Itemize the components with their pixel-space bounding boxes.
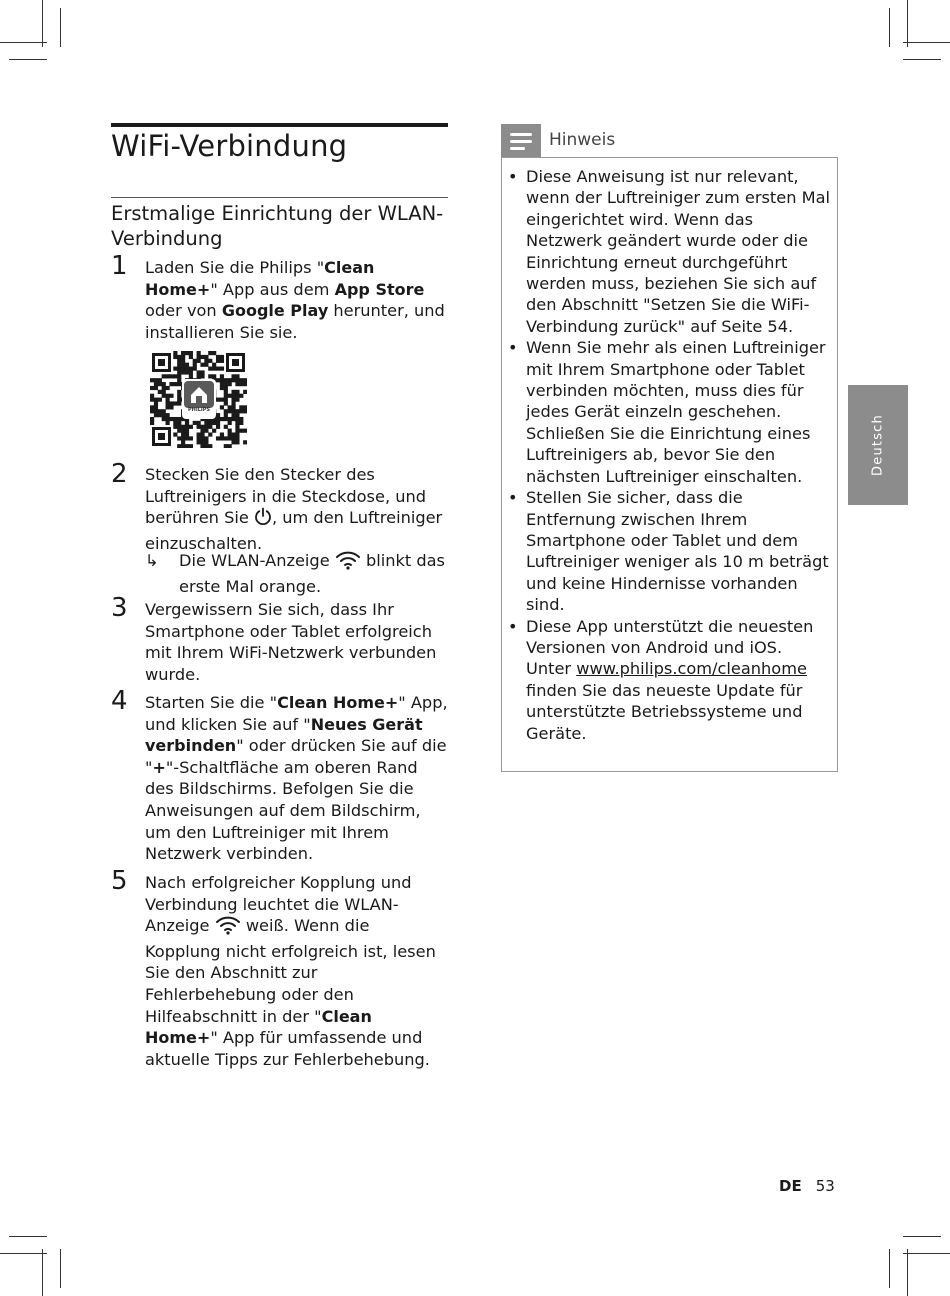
page-title: WiFi-Verbindung [111,129,348,163]
note-label: Hinweis [549,130,616,150]
wifi-icon [215,915,241,941]
crop-mark [903,59,941,60]
qr-code-icon [150,351,247,448]
language-tab [848,385,908,505]
section-rule [111,197,448,198]
step-number: 2 [111,459,128,489]
crop-mark [42,1249,43,1296]
note-list [526,166,831,744]
footer-language: DE [779,1177,802,1195]
step-number: 4 [111,686,128,716]
crop-mark [889,8,890,47]
crop-mark [903,1236,941,1237]
crop-mark [42,0,43,47]
language-tab-label: Deutsch [870,414,886,476]
step-5-text: Nach erfolgreicher Kopplung und Verbindung leuchtet die WLAN-Anzeige weiß. Wenn die Kopplung nicht erfolgreich ist, lesen Sie den Abschnitt zur Fehlerbehebung oder den Hilfeabschnitt in der "Clean Home+" App für umfassende und aktuelle Tipps zur Fehlerbehebung. [145,873,436,1069]
crop-mark [0,1253,47,1254]
page-footer [779,1177,835,1195]
crop-mark [907,0,908,47]
wifi-icon [335,550,361,576]
step-3-text: Vergewissern Sie sich, dass Ihr Smartphone oder Tablet erfolgreich mit Ihrem WiFi-Netzwerk verbunden wurde. [145,600,437,684]
result-text: Die WLAN-Anzeige blinkt das erste Mal orange. [179,551,445,596]
note-item: • Wenn Sie mehr als einen Luftreiniger mit Ihrem Smartphone oder Tablet verbinden möchten, muss dies für jedes Gerät einzeln geschehen. Schließen Sie die Einrichtung eines Luftreinigers ab, bevor Sie den nächsten Luftreiniger einschalten. [526,337,831,487]
lines-icon [501,124,541,158]
cleanhome-link[interactable]: www.philips.com/cleanhome [576,659,807,679]
crop-mark [60,8,61,47]
qr-logo-text: PHILIPS [187,407,211,413]
crop-mark [9,1236,47,1237]
note-item: • Diese Anweisung ist nur relevant, wenn der Luftreiniger zum ersten Mal eingerichtet wird. Wenn das Netzwerk geändert wurde oder die Einrichtung erneut durchgeführt werden muss, beziehen Sie sich auf den Abschnitt "Setzen Sie die WiFi-Verbindung zurück" auf Seite 54. [526,166,831,337]
result-arrow: ↳ [145,551,159,570]
step-number: 1 [111,251,128,281]
crop-mark [889,1249,890,1288]
step-2-text: Stecken Sie den Stecker des Luftreinigers in die Steckdose, und berühren Sie , um den Luftreiniger einzuschalten. [145,465,443,553]
page-number: 53 [815,1177,835,1195]
crop-mark [907,1249,908,1296]
section-heading: Erstmalige Einrichtung der WLAN-Verbindung [111,202,444,250]
crop-mark [60,1249,61,1288]
step-1-text: Laden Sie die Philips "Clean Home+" App aus dem App Store oder von Google Play herunter, und installieren Sie sie. [145,258,445,342]
note-header [501,124,839,158]
step-number: 5 [111,866,128,896]
crop-mark [9,59,47,60]
title-rule [111,123,448,127]
crop-mark [903,42,950,43]
step-number: 3 [111,593,128,623]
note-item: • Stellen Sie sicher, dass die Entfernung zwischen Ihrem Smartphone oder Tablet und dem Luftreiniger weniger als 10 m beträgt und keine Hindernisse vorhanden sind. [526,487,831,615]
crop-mark [903,1253,950,1254]
note-item: • Diese App unterstützt die neuesten Versionen von Android und iOS. Unter www.philips.com/cleanhome finden Sie das neueste Update für unterstützte Betriebssysteme und Geräte. [526,616,831,744]
power-icon [254,507,272,533]
step-4-text: Starten Sie die "Clean Home+" App, und klicken Sie auf "Neues Gerät verbinden" oder drücken Sie auf die "+"-Schaltfläche am oberen Rand des Bildschirms. Befolgen Sie die Anweisungen auf dem Bildschirm, um den Luftreiniger mit Ihrem Netzwerk verbinden. [145,693,448,864]
crop-mark [0,42,47,43]
